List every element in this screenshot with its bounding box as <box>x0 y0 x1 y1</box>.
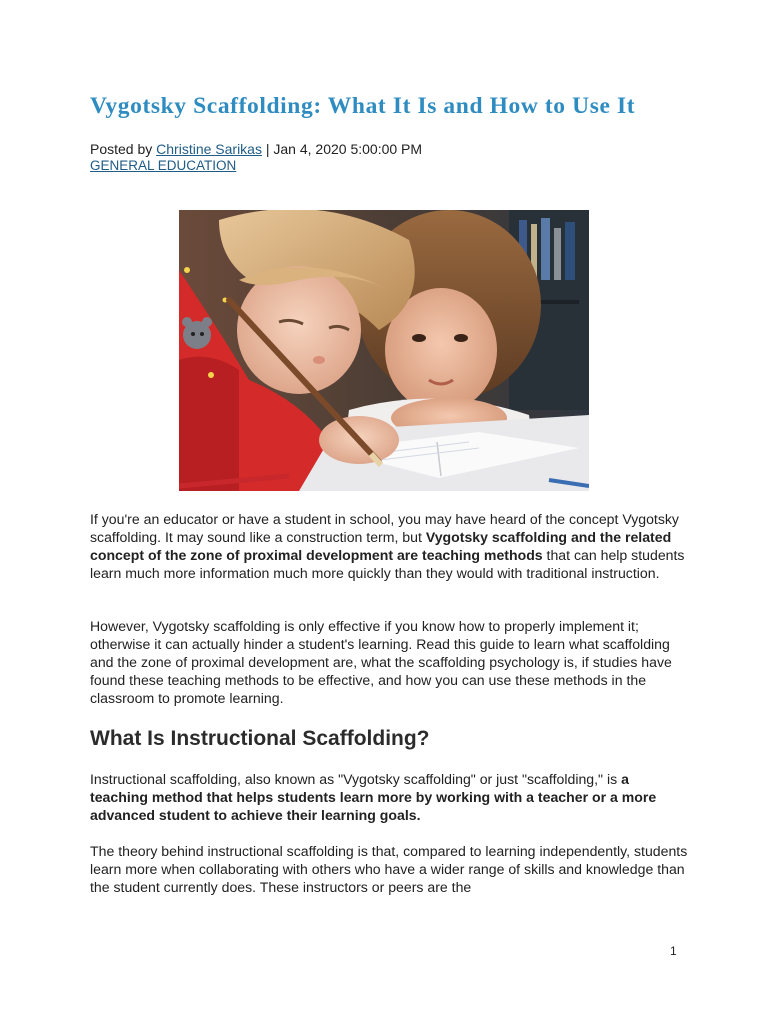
page-number: 1 <box>670 944 677 958</box>
category-link[interactable]: GENERAL EDUCATION <box>90 158 237 173</box>
byline <box>90 141 422 158</box>
byline-prefix: Posted by <box>90 141 157 157</box>
intro-paragraph <box>90 511 690 583</box>
definition-bold: a teaching method that helps students learn more by working with a teacher or a more advanced student to achieve their learning goals. <box>90 771 657 823</box>
article-title: Vygotsky Scaffolding: What It Is and How to Use It <box>90 93 636 119</box>
article-photo <box>179 210 589 491</box>
definition-text: Instructional scaffolding, also known as "Vygotsky scaffolding" or just "scaffolding," is <box>90 771 622 787</box>
theory-paragraph: The theory behind instructional scaffolding is that, compared to learning independently, students learn more when collaborating with others who have a wider range of skills and knowledge than the student currently does. These instructors or peers are the <box>90 843 688 895</box>
intro-bold: Vygotsky scaffolding and the related concept of the zone of proximal development are teaching methods <box>90 528 672 563</box>
intro-text-1: If you're an educator or have a student in school, you may have heard of the concept Vygotsky scaffolding. It may sound like a construction term, but <box>90 511 679 545</box>
overview-paragraph: However, Vygotsky scaffolding is only effective if you know how to properly implement it; otherwise it can actually hinder a student's learning. Read this guide to learn what scaffolding and the zone of proximal development are, what the scaffolding psychology is, if studies have found these teaching methods to be effective, and how you can use these methods in the classroom to promote learning. <box>90 618 672 706</box>
post-date: | Jan 4, 2020 5:00:00 PM <box>261 141 423 157</box>
definition-paragraph <box>90 771 690 825</box>
intro-text-2: that can help students learn much more information much more quickly than they would with traditional instruction. <box>90 546 685 581</box>
author-link[interactable]: Christine Sarikas <box>156 141 262 157</box>
category <box>90 158 236 174</box>
section-heading: What Is Instructional Scaffolding? <box>90 727 430 750</box>
